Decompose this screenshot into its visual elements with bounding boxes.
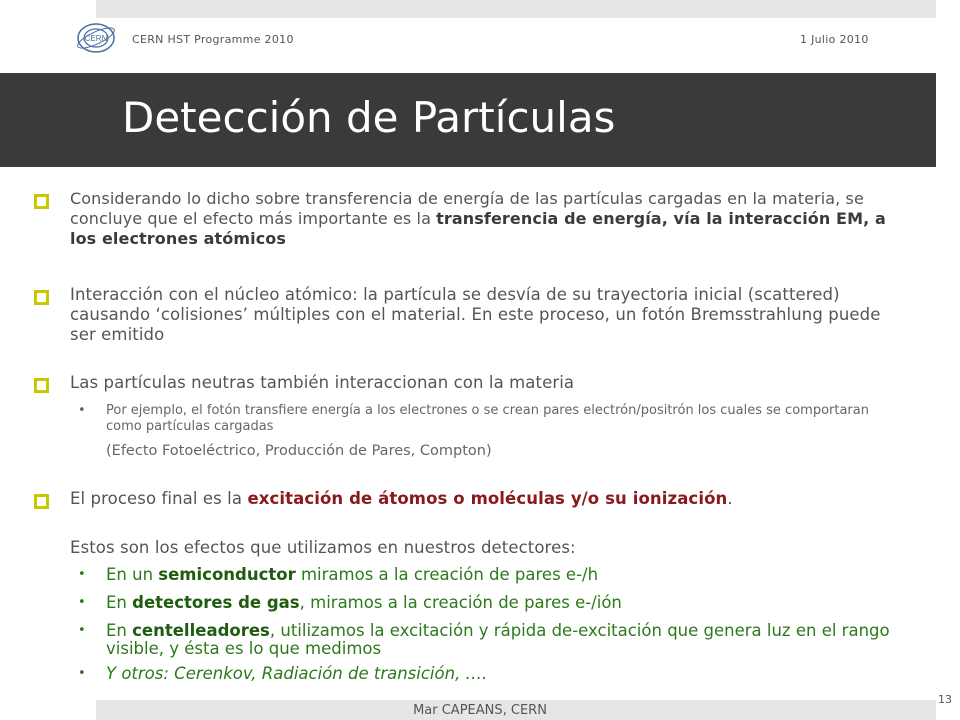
list-item-gas-detectors	[106, 594, 926, 612]
item-bold: centelleadores	[132, 621, 270, 640]
detectors-intro: Estos son los efectos que utilizamos en nuestros detectores:	[70, 538, 576, 557]
sub-bullet-photon: Por ejemplo, el fotón transfiere energía a los electrones o se crean pares electrón/positrón los cuales se comportaran como partículas cargadas	[106, 403, 869, 434]
bullet-final-process	[70, 489, 910, 509]
item-text: En un	[106, 565, 159, 584]
square-bullet-icon	[34, 378, 49, 393]
square-bullet-icon	[34, 290, 49, 305]
dot-bullet-icon: •	[78, 567, 86, 582]
dot-bullet-icon: •	[78, 623, 86, 638]
header-date: 1 Julio 2010	[800, 33, 869, 46]
item-text: , miramos a la creación de pares e-/ión	[299, 593, 622, 612]
svg-text:CERN: CERN	[84, 34, 108, 43]
square-bullet-icon	[34, 494, 49, 509]
page-number: 13	[938, 693, 952, 706]
dot-bullet-icon: •	[78, 666, 86, 681]
item-bold: detectores de gas	[132, 593, 300, 612]
highlight-red-text: excitación de átomos o moléculas y/o su ionización	[247, 489, 728, 508]
bullet-text: Considerando lo dicho sobre transferencia de energía de las partículas cargadas en la materia, se concluye que el efecto más importante es la	[70, 189, 864, 228]
bullet-text: El proceso final es la	[70, 489, 248, 508]
list-item-others: Y otros: Cerenkov, Radiación de transición, ….	[106, 664, 488, 683]
footer-author: Mar CAPEANS, CERN	[413, 703, 547, 718]
bullet-energy-transfer	[70, 189, 910, 249]
sub-bullet-effects: (Efecto Fotoeléctrico, Producción de Pares, Compton)	[106, 443, 492, 459]
header-event: CERN HST Programme 2010	[132, 33, 294, 46]
dot-bullet-icon: •	[78, 403, 86, 418]
bullet-neutral-particles: Las partículas neutras también interaccionan con la materia	[70, 373, 575, 392]
list-item-scintillators	[106, 622, 926, 658]
item-text: miramos a la creación de pares e-/h	[295, 565, 599, 584]
item-text: , utilizamos la excitación y rápida de-excitación que genera luz en el rango visible, y ésta es lo que medimos	[106, 621, 890, 658]
item-text: En	[106, 593, 133, 612]
bullet-text-end: .	[727, 489, 733, 508]
square-bullet-icon	[34, 194, 49, 209]
list-item-semiconductor	[106, 566, 926, 584]
item-text: En	[106, 621, 133, 640]
item-bold: semiconductor	[158, 565, 296, 584]
bullet-nucleus-interaction: Interacción con el núcleo atómico: la partícula se desvía de su trayectoria inicial (scattered) causando ‘colisiones’ múltiples con el material. En este proceso, un fotón Bremsstrahlung puede ser emitido	[70, 285, 881, 344]
bullet-bold-text: transferencia de energía, vía la interacción EM, a los electrones atómicos	[70, 209, 886, 248]
slide-title: Detección de Partículas	[122, 93, 616, 142]
dot-bullet-icon: •	[78, 595, 86, 610]
